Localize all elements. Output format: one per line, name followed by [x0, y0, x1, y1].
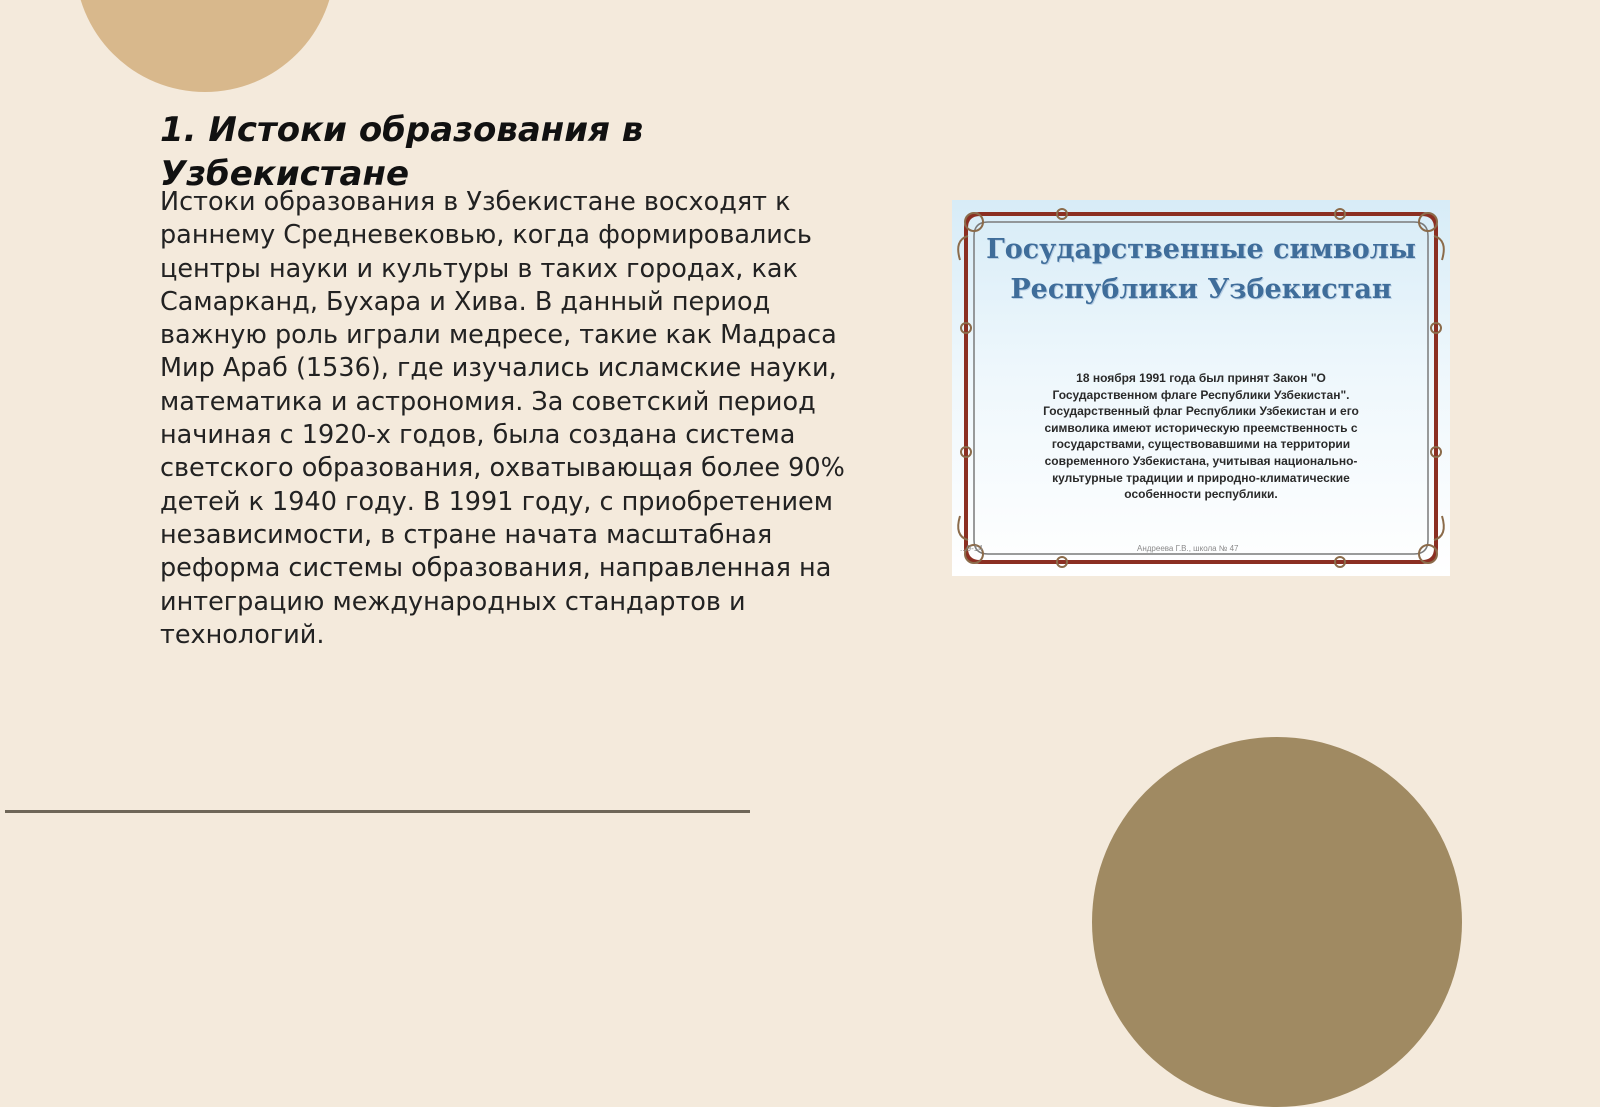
poster-footer-author: Андреева Г.В., школа № 47 — [1137, 544, 1239, 553]
decorative-circle-bottom — [1092, 737, 1462, 1107]
poster-title: Государственные символы Республики Узбекистан — [986, 234, 1416, 305]
poster-footer-left: ...9-14 — [960, 544, 983, 553]
horizontal-divider — [5, 810, 750, 813]
state-symbols-poster — [952, 200, 1450, 576]
slide-title: 1. Истоки образования в Узбекистане — [160, 110, 644, 194]
slide-body-text: Истоки образования в Узбекистане восходят к раннему Средневековью, когда формировались центры науки и культуры в таких городах, как Самарканд, Бухара и Хива. В данный период важную роль играли медресе, такие как Мадраса Мир Араб (1536), где изучались исламские науки, математика и астрономия. За советский период начиная с 1920-х годов, была создана система светского образования, охватывающая более 90% детей к 1940 году. В 1991 году, с приобретением независимости, в стране начата масштабная реформа системы образования, направленная на интеграцию международных стандартов и технологий. — [160, 187, 845, 650]
decorative-circle-top — [75, 0, 335, 92]
poster-text: 18 ноября 1991 года был принят Закон "О Государственном флаге Республики Узбекистан". Государственный флаг Республики Узбекистан и его символика имеют историческую преемственность с государствами, существовавшими на территории современного Узбекистана, учитывая национально-культурные традиции и природно-климатические особенности республики. — [1043, 371, 1359, 502]
